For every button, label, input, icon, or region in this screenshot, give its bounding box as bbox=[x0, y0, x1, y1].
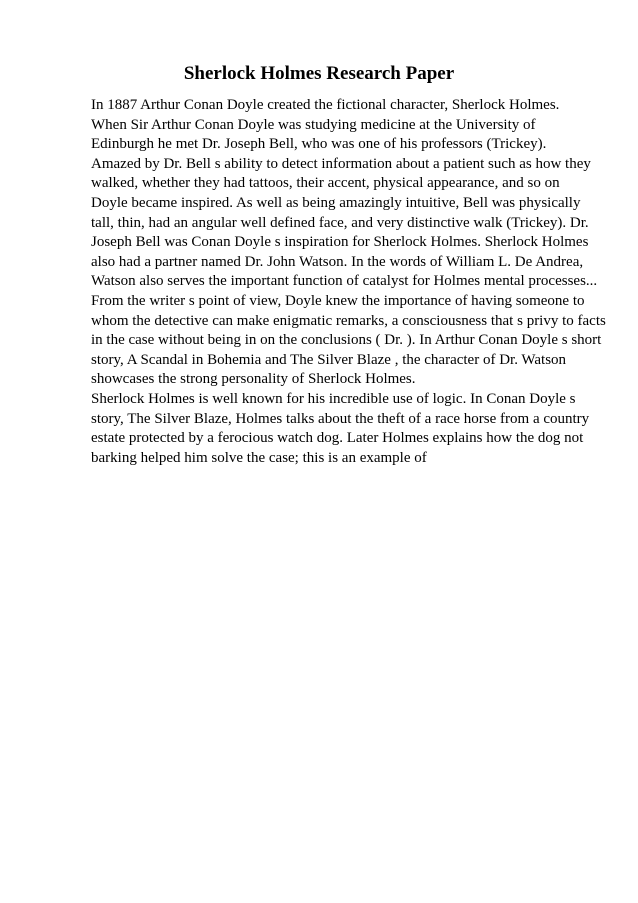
text-line: also had a partner named Dr. John Watson. In the words of William L. De Andrea, bbox=[91, 253, 584, 270]
text-line: whom the detective can make enigmatic remarks, a consciousness that s privy to facts bbox=[91, 312, 606, 329]
text-line: Sherlock Holmes is well known for his incredible use of logic. In Conan Doyle s bbox=[91, 390, 576, 407]
text-line: Joseph Bell was Conan Doyle s inspiration for Sherlock Holmes. Sherlock Holmes bbox=[91, 234, 589, 251]
text-line: From the writer s point of view, Doyle knew the importance of having someone to bbox=[91, 292, 585, 309]
body-text bbox=[91, 96, 611, 468]
text-line: story, The Silver Blaze, Holmes talks about the theft of a race horse from a country bbox=[91, 410, 590, 427]
text-line: Amazed by Dr. Bell s ability to detect information about a patient such as how they bbox=[91, 155, 591, 172]
text-line: showcases the strong personality of Sherlock Holmes. bbox=[91, 371, 416, 388]
page-title: Sherlock Holmes Research Paper bbox=[183, 63, 455, 84]
text-line: tall, thin, had an angular well defined face, and very distinctive walk (Trickey). Dr. bbox=[91, 214, 589, 231]
text-line: Doyle became inspired. As well as being amazingly intuitive, Bell was physically bbox=[91, 194, 581, 211]
text-line: walked, whether they had tattoos, their accent, physical appearance, and so on bbox=[91, 175, 560, 192]
text-line: When Sir Arthur Conan Doyle was studying medicine at the University of bbox=[91, 116, 536, 133]
text-line: estate protected by a ferocious watch dog. Later Holmes explains how the dog not bbox=[91, 430, 584, 447]
text-line: Edinburgh he met Dr. Joseph Bell, who was one of his professors (Trickey). bbox=[91, 136, 547, 153]
text-line: story, A Scandal in Bohemia and The Silver Blaze , the character of Dr. Watson bbox=[91, 351, 567, 368]
text-line: in the case without being in on the conclusions ( Dr. ). In Arthur Conan Doyle s short bbox=[91, 332, 602, 349]
text-line: barking helped him solve the case; this is an example of bbox=[91, 449, 427, 466]
text-line: In 1887 Arthur Conan Doyle created the fictional character, Sherlock Holmes. bbox=[91, 97, 560, 113]
text-line: Watson also serves the important function of catalyst for Holmes mental processes... bbox=[91, 273, 598, 290]
